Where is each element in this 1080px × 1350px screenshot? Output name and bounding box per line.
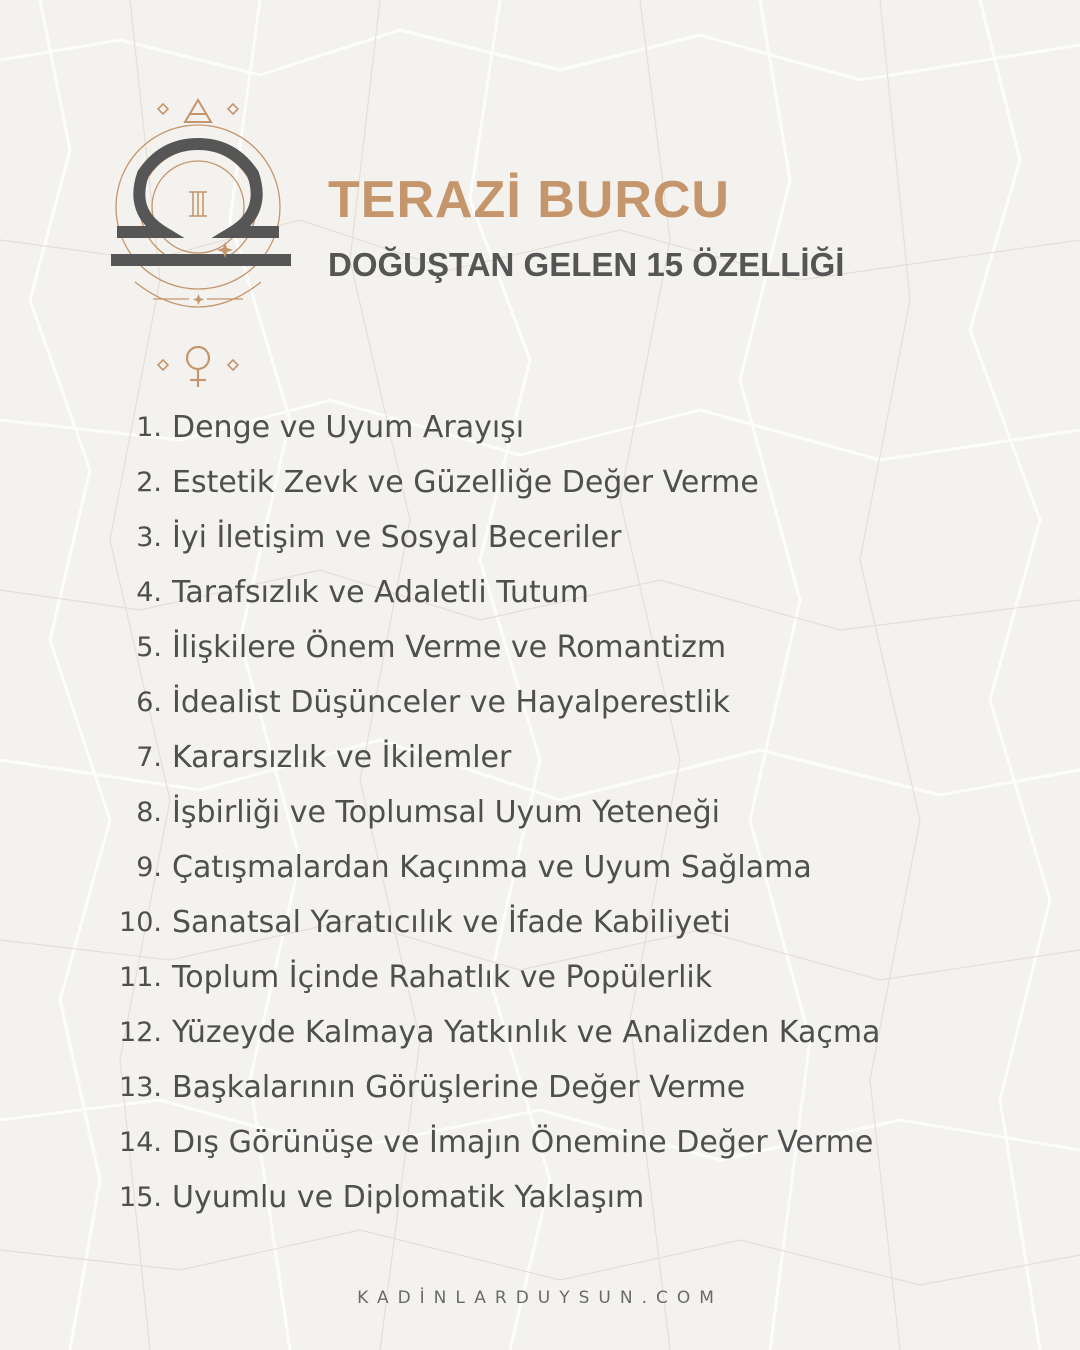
page-subtitle: DOĞUŞTAN GELEN 15 ÖZELLİĞİ bbox=[328, 246, 845, 283]
trait-text: Tarafsızlık ve Adaletli Tutum bbox=[172, 575, 590, 610]
triangle-icon bbox=[185, 100, 211, 122]
trait-number: 3. bbox=[136, 522, 162, 553]
trait-text: Başkalarının Görüşlerine Değer Verme bbox=[172, 1070, 746, 1105]
trait-text: Yüzeyde Kalmaya Yatkınlık ve Analizden Kaçma bbox=[172, 1015, 881, 1050]
trait-number: 5. bbox=[136, 632, 162, 663]
trait-number: 9. bbox=[136, 852, 162, 883]
trait-item bbox=[100, 1005, 1000, 1060]
trait-item bbox=[100, 1115, 1000, 1170]
trait-item bbox=[100, 620, 1000, 675]
trait-text: İyi İletişim ve Sosyal Beceriler bbox=[172, 520, 622, 555]
trait-item bbox=[100, 895, 1000, 950]
trait-item bbox=[100, 675, 1000, 730]
trait-number: 7. bbox=[136, 742, 162, 773]
trait-number: 10. bbox=[119, 907, 162, 938]
trait-text: Denge ve Uyum Arayışı bbox=[172, 410, 525, 445]
trait-text: Toplum İçinde Rahatlık ve Popülerlik bbox=[172, 960, 713, 995]
trait-number: 14. bbox=[119, 1127, 162, 1158]
trait-text: Sanatsal Yaratıcılık ve İfade Kabiliyeti bbox=[172, 905, 731, 940]
trait-item bbox=[100, 840, 1000, 895]
sparkle-icon bbox=[193, 242, 233, 305]
trait-number: 6. bbox=[136, 687, 162, 718]
traits-list bbox=[100, 400, 1000, 1225]
libra-emblem bbox=[105, 92, 295, 392]
trait-number: 15. bbox=[119, 1182, 162, 1213]
trait-number: 1. bbox=[136, 412, 162, 443]
trait-text: Çatışmalardan Kaçınma ve Uyum Sağlama bbox=[172, 850, 812, 885]
venus-icon bbox=[187, 347, 209, 387]
trait-text: İşbirliği ve Toplumsal Uyum Yeteneği bbox=[172, 795, 720, 830]
trait-item bbox=[100, 1060, 1000, 1115]
trait-item bbox=[100, 565, 1000, 620]
trait-item bbox=[100, 785, 1000, 840]
roman-numeral-icon bbox=[189, 192, 207, 216]
trait-text: Dış Görünüşe ve İmajın Önemine Değer Verme bbox=[172, 1125, 874, 1160]
trait-text: Estetik Zevk ve Güzelliğe Değer Verme bbox=[172, 465, 759, 500]
trait-number: 13. bbox=[119, 1072, 162, 1103]
trait-number: 2. bbox=[136, 467, 162, 498]
trait-text: Kararsızlık ve İkilemler bbox=[172, 740, 512, 775]
trait-item bbox=[100, 510, 1000, 565]
trait-item bbox=[100, 730, 1000, 785]
trait-number: 4. bbox=[136, 577, 162, 608]
trait-item bbox=[100, 400, 1000, 455]
trait-number: 8. bbox=[136, 797, 162, 828]
trait-number: 12. bbox=[119, 1017, 162, 1048]
trait-item bbox=[100, 950, 1000, 1005]
site-footer: KADİNLARDUYSUN.COM bbox=[357, 1288, 723, 1308]
trait-item bbox=[100, 455, 1000, 510]
trait-text: Uyumlu ve Diplomatik Yaklaşım bbox=[172, 1180, 645, 1215]
trait-text: İlişkilere Önem Verme ve Romantizm bbox=[172, 630, 727, 665]
trait-number: 11. bbox=[119, 962, 162, 993]
page-title: TERAZİ BURCU bbox=[328, 171, 730, 229]
trait-text: İdealist Düşünceler ve Hayalperestlik bbox=[172, 685, 730, 720]
trait-item bbox=[100, 1170, 1000, 1225]
